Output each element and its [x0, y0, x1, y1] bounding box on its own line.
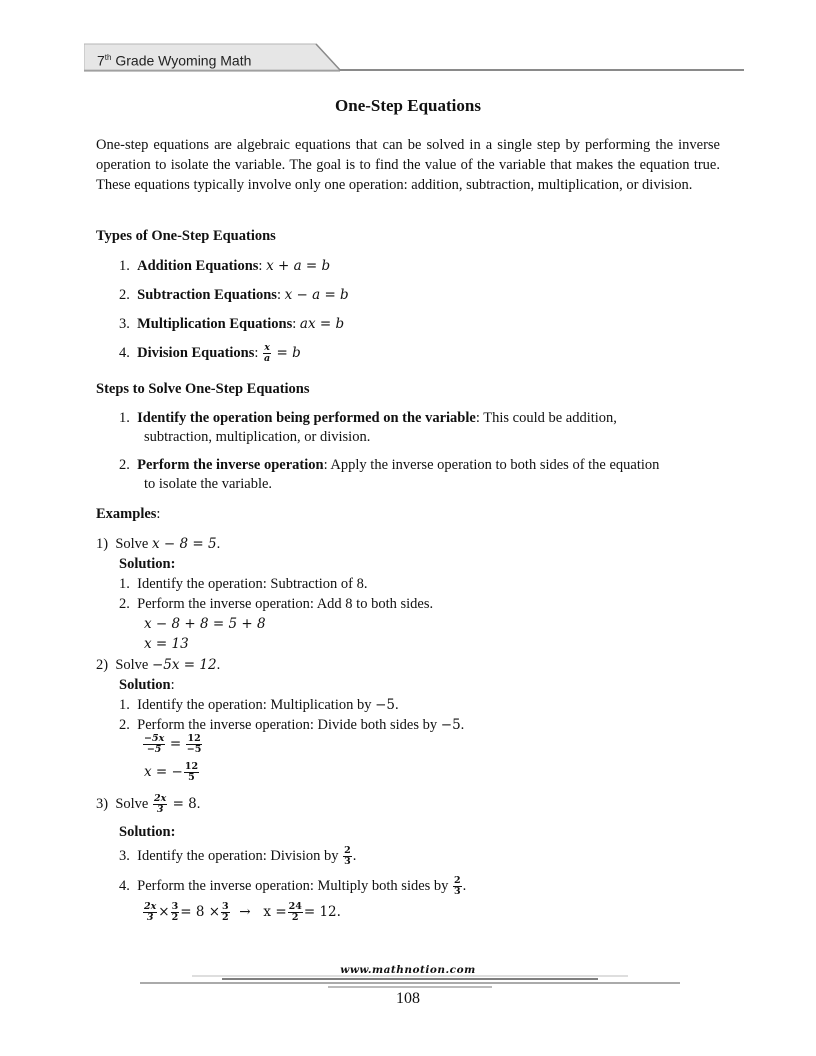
type-item-1: 1. Addition Equations: x + a = b: [119, 258, 331, 274]
example-3-work: $\frac{2x}{3}$ × $\frac{3}{2}$ = 8 × $\frac{3}{2}$ → x = $\frac{24}{2}$ = 12.: [144, 901, 341, 924]
page-title: One-Step Equations: [335, 96, 481, 115]
header-label: 7th Grade Wyoming Math: [97, 52, 252, 69]
example-3-step-2: 4. Perform the inverse operation: Multiply both sides by $\frac{2}{3}$ .: [119, 875, 467, 898]
example-2-work-2: x = − $\frac{12}{5}$: [144, 761, 199, 784]
page-number: 108: [396, 990, 420, 1007]
fraction: $\frac{x}{a}$: [264, 342, 271, 365]
step-item-2-cont: to isolate the variable.: [144, 476, 273, 492]
intro-paragraph: One-step equations are algebraic equations that can be solved in a single step by performing the inverse operation to isolate the variable. The goal is to find the value of the variable that makes the equation true. These equations typically involve only one operation: addition, subtraction, multiplication, or division.: [96, 137, 720, 193]
example-1-step-2: 2. Perform the inverse operation: Add 8 to both sides.: [119, 596, 434, 612]
fraction: $\frac{2}{3}$: [454, 875, 461, 898]
example-1-step-1: 1. Identify the operation: Subtraction of 8.: [119, 576, 368, 592]
example-2-step-1: 1. Identify the operation: Multiplication by −5.: [119, 697, 399, 713]
step-item-1: 1. Identify the operation being performed on the variable: This could be addition,: [119, 410, 617, 426]
footer-rules: [140, 975, 680, 989]
example-3-solution-label: Solution:: [119, 824, 176, 840]
example-2-step-2: 2. Perform the inverse operation: Divide both sides by −5.: [119, 717, 465, 733]
example-1-work-1: x − 8 + 8 = 5 + 8: [144, 616, 266, 632]
steps-heading: Steps to Solve One-Step Equations: [96, 381, 310, 397]
fraction: $\frac{2}{3}$: [344, 845, 351, 868]
fraction: $\frac{2x}{3}$: [144, 901, 157, 924]
type-item-3: 3. Multiplication Equations: ax = b: [119, 316, 345, 332]
example-1-prompt: 1) Solve x − 8 = 5.: [96, 536, 221, 552]
example-3-step-1: 3. Identify the operation: Division by $\frac{2}{3}$ .: [119, 845, 357, 868]
example-1-work-2: x = 13: [144, 636, 189, 652]
fraction: $\frac{-5x}{-5}$: [144, 733, 165, 756]
example-1-solution-label: Solution:: [119, 556, 176, 572]
fraction: $\frac{24}{2}$: [288, 901, 302, 924]
footer-url: www.mathnotion.com: [340, 964, 476, 976]
example-2-prompt: 2) Solve −5x = 12.: [96, 657, 221, 673]
type-item-4: 4. Division Equations: $\frac{x}{a}$ = b: [119, 342, 301, 365]
example-3-prompt: 3) Solve $\frac{2x}{3}$ = 8.: [96, 793, 201, 816]
step-item-2: 2. Perform the inverse operation: Apply the inverse operation to both sides of the equation: [119, 457, 660, 473]
fraction: $\frac{2x}{3}$: [154, 793, 167, 816]
fraction: $\frac{3}{2}$: [171, 901, 179, 924]
type-item-2: 2. Subtraction Equations: x − a = b: [119, 287, 349, 303]
examples-heading: Examples:: [96, 506, 161, 522]
types-heading: Types of One-Step Equations: [96, 228, 276, 244]
fraction: $\frac{12}{-5}$: [186, 733, 202, 756]
fraction: $\frac{3}{2}$: [222, 901, 229, 924]
step-item-1-cont: subtraction, multiplication, or division.: [144, 429, 371, 445]
example-2-solution-label: Solution:: [119, 677, 175, 693]
fraction: $\frac{12}{5}$: [184, 761, 199, 784]
example-2-work-1: $\frac{-5x}{-5}$ = $\frac{12}{-5}$: [144, 733, 202, 756]
